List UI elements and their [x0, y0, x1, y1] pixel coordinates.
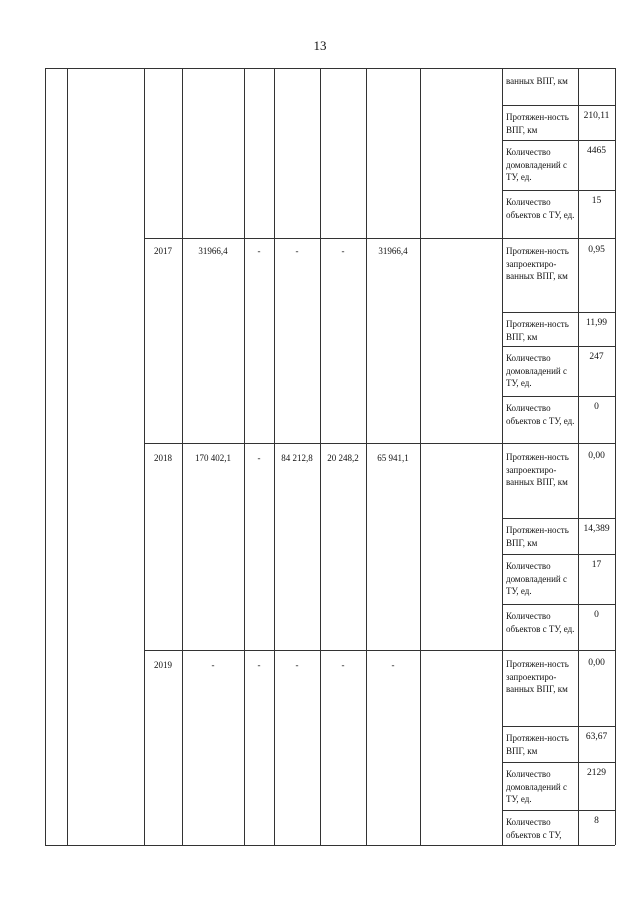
- table-top-border: [45, 68, 615, 69]
- indicator-value: 4465: [587, 146, 606, 156]
- indicator-value: 63,67: [585, 732, 608, 742]
- indicator-separator: [502, 105, 615, 106]
- indicator-value: 0: [594, 610, 599, 620]
- indicator-separator: [502, 604, 615, 605]
- row-separator: [144, 238, 615, 239]
- indicator-label: Протяжен-ность ВПГ, км: [506, 319, 569, 342]
- indicator-label: ванных ВПГ, км: [506, 76, 568, 86]
- indicator-label: Протяжен-ность запроектиро-ванных ВПГ, км: [506, 452, 569, 487]
- year-cell: 2018: [154, 453, 172, 463]
- indicator-label: Количество домовладений с ТУ, ед.: [506, 147, 567, 182]
- indicator-separator: [502, 554, 615, 555]
- value-cell: -: [295, 660, 299, 670]
- value-cell: -: [295, 246, 299, 256]
- indicator-label: Количество объектов с ТУ, ед.: [506, 403, 575, 426]
- indicator-value: 0,00: [588, 451, 605, 461]
- indicator-label: Протяжен-ность ВПГ, км: [506, 112, 569, 135]
- indicator-value: 0: [594, 402, 599, 412]
- value-cell: -: [257, 660, 261, 670]
- indicator-value: 0,95: [588, 245, 605, 255]
- table-bottom-border: [45, 845, 615, 846]
- value-cell: 170 402,1: [195, 453, 231, 463]
- column-divider: [67, 68, 68, 845]
- indicator-label: Количество домовладений с ТУ, ед.: [506, 561, 567, 596]
- row-separator: [144, 443, 615, 444]
- value-cell: 31966,4: [198, 246, 228, 256]
- value-cell: -: [341, 660, 345, 670]
- page-number: 13: [313, 38, 327, 53]
- indicator-separator: [502, 518, 615, 519]
- value-cell: 31966,4: [378, 246, 408, 256]
- indicator-value: 247: [589, 352, 604, 362]
- indicator-label: Количество объектов с ТУ,: [506, 817, 562, 840]
- value-cell: 84 212,8: [281, 453, 313, 463]
- indicator-separator: [502, 810, 615, 811]
- year-cell: 2019: [154, 660, 172, 670]
- indicator-value: 14,389: [583, 524, 610, 534]
- indicator-value: 17: [591, 560, 602, 570]
- indicator-separator: [502, 190, 615, 191]
- indicator-label: Количество объектов с ТУ, ед.: [506, 611, 575, 634]
- row-separator: [144, 650, 615, 651]
- indicator-separator: [502, 312, 615, 313]
- value-cell: -: [257, 246, 261, 256]
- column-divider: [420, 68, 421, 845]
- indicator-label: Количество объектов с ТУ, ед.: [506, 197, 575, 220]
- indicator-value: 210,11: [583, 111, 610, 121]
- indicator-value: 15: [591, 196, 602, 206]
- indicator-label: Протяжен-ность запроектиро-ванных ВПГ, км: [506, 246, 569, 281]
- year-cell: 2017: [154, 246, 172, 256]
- indicator-label: Протяжен-ность ВПГ, км: [506, 733, 569, 756]
- value-cell: -: [211, 660, 215, 670]
- indicator-value: 2129: [587, 768, 606, 778]
- table-left-border: [45, 68, 46, 845]
- indicator-value: 0,00: [588, 658, 605, 668]
- indicator-separator: [502, 140, 615, 141]
- indicator-label: Протяжен-ность запроектиро-ванных ВПГ, км: [506, 659, 569, 694]
- value-cell: -: [391, 660, 395, 670]
- table-right-border: [615, 68, 616, 845]
- value-cell: 65 941,1: [377, 453, 409, 463]
- value-cell: -: [341, 246, 345, 256]
- column-divider: [502, 68, 503, 845]
- value-cell: 20 248,2: [327, 453, 359, 463]
- indicator-label: Количество домовладений с ТУ, ед.: [506, 353, 567, 388]
- indicator-label: Количество домовладений с ТУ, ед.: [506, 769, 567, 804]
- indicator-separator: [502, 726, 615, 727]
- indicator-label: Протяжен-ность ВПГ, км: [506, 525, 569, 548]
- value-cell: -: [257, 453, 261, 463]
- indicator-value: 8: [594, 816, 599, 826]
- indicator-separator: [502, 396, 615, 397]
- indicator-value: 11,99: [585, 318, 608, 328]
- indicator-separator: [502, 346, 615, 347]
- indicator-separator: [502, 762, 615, 763]
